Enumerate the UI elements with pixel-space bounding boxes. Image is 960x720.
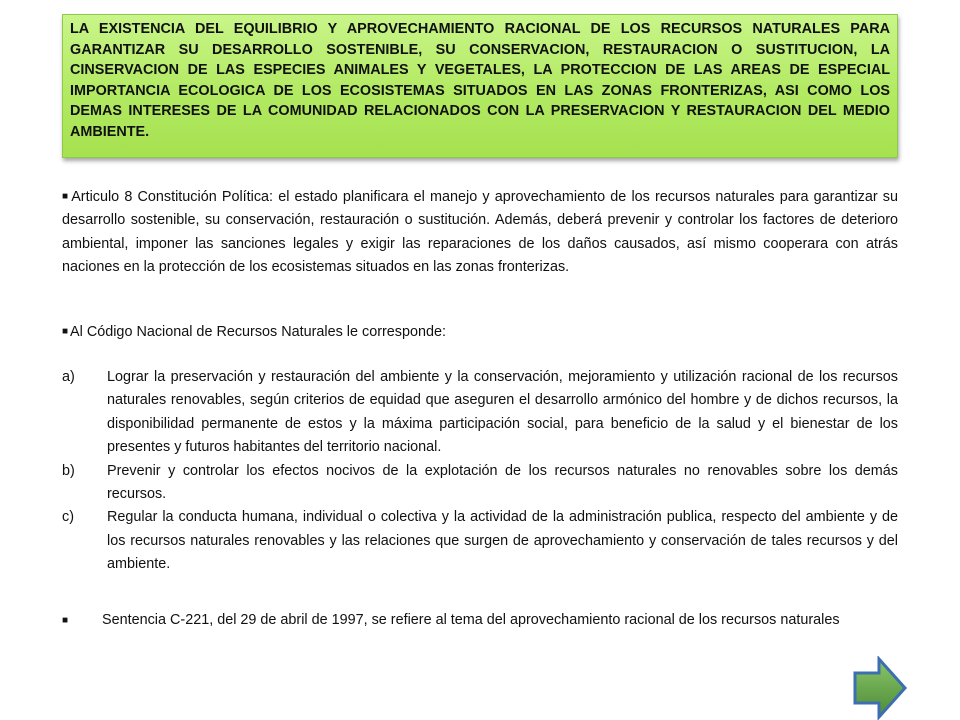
codigo-list [62,366,898,577]
list-item [62,460,898,507]
sentencia-text: Sentencia C-221, del 29 de abril de 1997, se refiere al tema del aprovechamiento racional de los recursos naturales [102,612,840,628]
list-item-text: Lograr la preservación y restauración del ambiente y la conservación, mejoramiento y utilización racional de los recursos naturales renovables, según criterios de equidad que aseguren el desarrollo armónico del hombre y de dichos recursos, la disponibilidad permanente de estos y la máxima participación social, para beneficio de la salud y el bienestar de los presentes y futuros habitantes del territorio nacional. [107,369,898,456]
articulo-paragraph [62,185,898,280]
next-slide-button[interactable] [852,656,908,720]
square-bullet-icon: ■ [62,326,69,337]
list-marker: b) [62,462,75,479]
articulo-text: Articulo 8 Constitución Política: el estado planificara el manejo y aprovechamiento de los recursos naturales para garantizar su desarrollo sostenible, su conservación, restauración o sustitución. Además, deberá prevenir y controlar los factores de deterioro ambiental, imponer las sanciones legales y exigir las reparaciones de los daños causados, así mismo cooperara con atrás naciones en la protección de los ecosistemas situados en las zonas fronterizas. [62,189,898,276]
codigo-intro-paragraph [62,320,898,344]
header-text: LA EXISTENCIA DEL EQUILIBRIO Y APROVECHAMIENTO RACIONAL DE LOS RECURSOS NATURALES PARA GARANTIZAR SU DESARROLLO SOSTENIBLE, SU CONSERVACION, RESTAURACION O SUSTITUCION, LA CINSERVACION DE LAS ESPECIES ANIMALES Y VEGETALES, LA PROTECCION DE LAS AREAS DE ESPECIAL IMPORTANCIA ECOLOGICA DE LOS ECOSISTEMAS SITUADOS EN LAS ZONAS FRONTERIZAS, ASI COMO LOS DEMAS INTERESES DE LA COMUNIDAD RELACIONADOS CON LA PRESERVACION Y RESTAURACION DEL MEDIO AMBIENTE. [70,21,890,140]
square-bullet-icon: ■ [62,191,70,202]
codigo-intro-text: Al Código Nacional de Recursos Naturales le corresponde: [70,324,447,340]
square-bullet-icon: ■ [62,615,69,626]
list-item [62,506,898,576]
list-item-text: Regular la conducta humana, individual o colectiva y la actividad de la administración publica, respecto del ambiente y de los recursos naturales renovables y las relaciones que surgen de aprovechamiento y conservación de tales recursos y del ambiente. [107,509,898,573]
header-box [62,14,898,158]
list-item-text: Prevenir y controlar los efectos nocivos de la explotación de los recursos naturales no renovables sobre los demás recursos. [107,462,898,503]
next-arrow-icon [852,656,908,720]
list-marker: c) [62,509,74,526]
sentencia-paragraph [62,609,898,633]
list-item [62,366,898,460]
list-marker: a) [62,369,75,385]
